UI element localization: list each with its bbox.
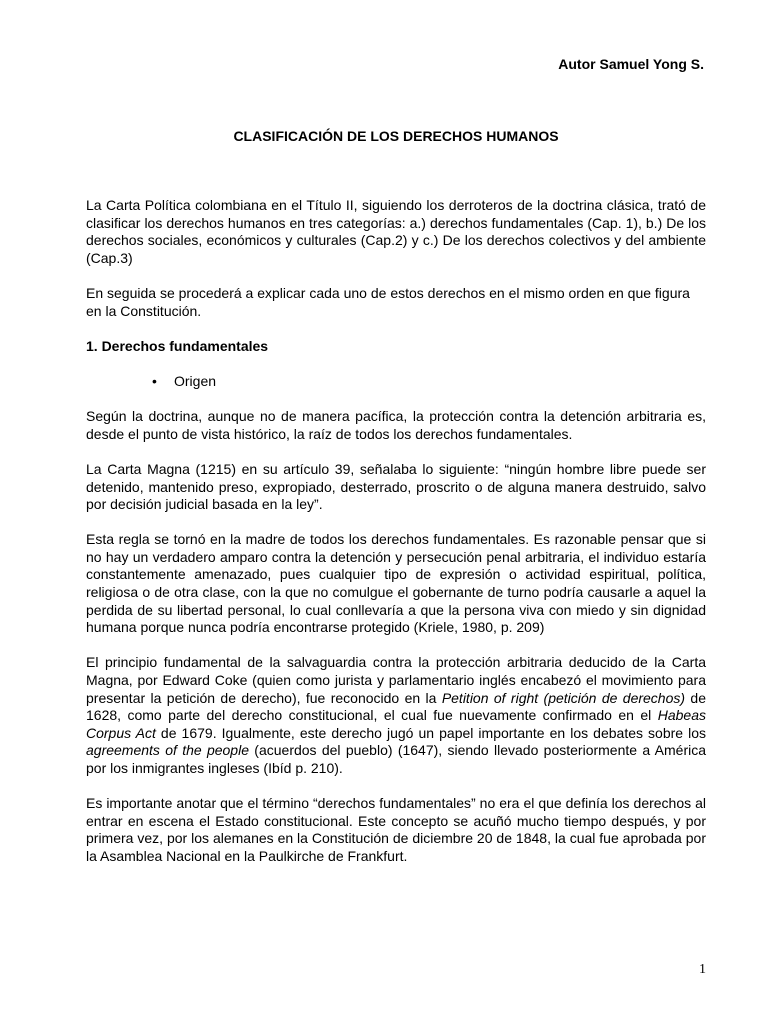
author-line: Autor Samuel Yong S. bbox=[558, 56, 704, 72]
italic-run: Habeas Corpus Act bbox=[86, 707, 706, 741]
paragraph-order: En seguida se procederá a explicar cada uno de estos derechos en el mismo orden en que figura en la Constitución. bbox=[86, 284, 690, 319]
text-run: (acuerdos del pueblo) (1647), siendo llevado posteriormente a América por los inmigrantes ingleses (Ibíd p. 210). bbox=[86, 742, 706, 776]
text-run: de 1628, como parte del derecho constitucional, el cual fue nuevamente confirmado en el bbox=[86, 689, 706, 724]
paragraph-doctrine: Según la doctrina, aunque no de manera pacífica, la protección contra la detención arbitraria es, desde el punto de vista histórico, la raíz de todos los derechos fundamentales. bbox=[86, 408, 706, 442]
bullet-item bbox=[86, 373, 706, 391]
italic-run: Petition of right (petición de derechos) bbox=[441, 689, 686, 706]
bullet-dot-icon: • bbox=[152, 372, 157, 389]
section-heading: 1. Derechos fundamentales bbox=[86, 337, 269, 354]
paragraph-intro: La Carta Política colombiana en el Título II, siguiendo los derroteros de la doctrina clásica, trató de clasificar los derechos humanos en tres categorías: a.) derechos fundamentales (Cap. 1), b.) De los derechos sociales, económicos y culturales (Cap.2) y c.) De los derechos colectivos y del ambiente (Cap.3) bbox=[86, 197, 706, 266]
bullet-text: Origen bbox=[174, 372, 217, 389]
document-body bbox=[86, 197, 706, 883]
paragraph-term: Es importante anotar que el término “derechos fundamentales” no era el que definía los derechos al entrar en escena el Estado constitucional. Este concepto se acuñó mucho tiempo después, y por primera vez, por los alemanes en la Constitución de diciembre 20 de 1848, la cual fue aprobada por la Asamblea Nacional en la Paulkirche de Frankfurt. bbox=[86, 795, 706, 864]
page-number: 1 bbox=[699, 962, 706, 977]
text-run: de 1679. Igualmente, este derecho jugó un papel importante en los debates sobre los bbox=[155, 724, 706, 741]
paragraph-rule: Esta regla se tornó en la madre de todos los derechos fundamentales. Es razonable pensar que si no hay un verdadero amparo contra la detención y persecución penal arbitraria, el individuo estaría constantemente amenazado, pues cualquier tipo de expresión o actividad espiritual, política, religiosa o de otra clase, con la que no comulgue el gobernante de turno podría causarle a aquel la perdida de su libertad personal, lo cual conllevaría a que la persona viva con miedo y sin dignidad humana porque nunca podría encontrarse protegido (Kriele, 1980, p. 209) bbox=[86, 531, 706, 636]
italic-run: agreements of the people bbox=[86, 742, 249, 759]
document-title: CLASIFICACIÓN DE LOS DERECHOS HUMANOS bbox=[233, 128, 559, 144]
text-run: El principio fundamental de la salvaguardia contra la protección arbitraria deducido de la Carta Magna, por Edward Coke (quien como jurista y parlamentario inglés encabezó el movimiento para presentar la petición de derecho), fue reconocido en la bbox=[86, 654, 706, 706]
paragraph-principle bbox=[86, 654, 706, 777]
paragraph-magna-carta: La Carta Magna (1215) en su artículo 39, señalaba lo siguiente: “ningún hombre libre puede ser detenido, mantenido preso, expropiado, desterrado, proscrito o de alguna manera destruido, salvo por decisión judicial basada en la ley”. bbox=[86, 460, 706, 513]
